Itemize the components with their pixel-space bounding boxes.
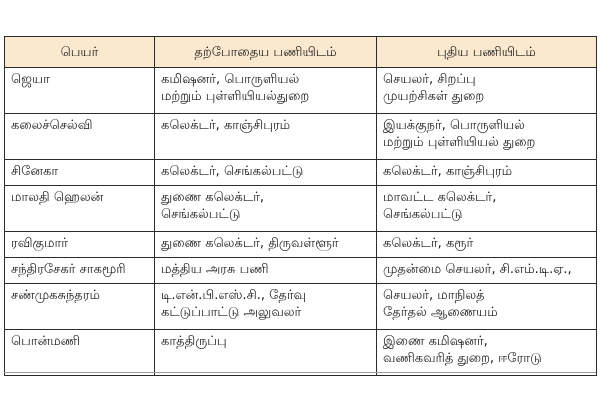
cell-line: முதன்மை செயலர், சி.எம்.டி.ஏ.,	[383, 262, 572, 277]
current-post-cell	[155, 232, 377, 258]
cell-line: செயலர், மாநிலத்	[383, 288, 485, 303]
table-row	[5, 232, 597, 258]
cell-line: வணிகவரித் துறை, ஈரோடு	[383, 351, 542, 366]
cell-line: மாலதி ஹெலன்	[11, 190, 104, 205]
cell-line: கலெக்டர், காஞ்சிபுரம்	[161, 118, 291, 133]
new-post-cell	[377, 330, 597, 376]
cell-line: இணை கமிஷனர்,	[383, 334, 488, 349]
name-cell	[5, 330, 155, 376]
name-cell	[5, 114, 155, 160]
name-cell	[5, 68, 155, 114]
cell-line: செயலர், சிறப்பு	[383, 72, 476, 87]
table-row	[5, 68, 597, 114]
cell-line: ஜெயா	[11, 72, 50, 87]
current-post-cell	[155, 114, 377, 160]
current-post-cell	[155, 186, 377, 232]
new-post-cell	[377, 114, 597, 160]
cell-line: செங்கல்பட்டு	[161, 207, 241, 222]
current-post-cell	[155, 330, 377, 376]
table-body	[5, 68, 597, 376]
cell-line: காத்திருப்பு	[161, 334, 227, 349]
cell-line: இயக்குநர், பொருளியல்	[383, 118, 525, 133]
cell-line: கமிஷனர், பொருளியல்	[161, 72, 300, 87]
cell-line: முயற்சிகள் துறை	[383, 89, 485, 104]
table-header	[5, 37, 597, 68]
header-new-post: புதிய பணியிடம்	[377, 37, 597, 68]
cell-line: தேர்தல் ஆணையம்	[383, 305, 498, 320]
cell-line: துணை கலெக்டர், திருவள்ளூர்	[161, 236, 339, 251]
header-name: பெயர்	[5, 37, 155, 68]
new-post-cell	[377, 68, 597, 114]
table-row	[5, 258, 597, 284]
cell-line: கலைச்செல்வி	[11, 118, 93, 133]
table-row	[5, 114, 597, 160]
cell-line: துணை கலெக்டர்,	[161, 190, 265, 205]
cell-line: மத்திய அரசு பணி	[161, 262, 269, 277]
new-post-cell	[377, 160, 597, 186]
cell-line: சந்திரசேகர் சாகமூரி	[11, 262, 126, 277]
name-cell	[5, 258, 155, 284]
cell-line: மாவட்ட கலெக்டர்,	[383, 190, 497, 205]
header-row	[5, 37, 597, 68]
cell-line: சினேகா	[11, 164, 59, 179]
name-cell	[5, 186, 155, 232]
table-row	[5, 330, 597, 376]
cell-line: மற்றும் புள்ளியியல்துறை	[161, 89, 310, 104]
cell-line: மற்றும் புள்ளியியல் துறை	[383, 135, 536, 150]
table-row	[5, 284, 597, 330]
postings-table	[4, 36, 597, 376]
bottom-divider	[4, 372, 596, 373]
cell-line: கலெக்டர், கரூர்	[383, 236, 474, 251]
cell-line: செங்கல்பட்டு	[383, 207, 463, 222]
cell-line: பொன்மணி	[11, 334, 80, 349]
cell-line: ரவிகுமார்	[11, 236, 69, 251]
new-post-cell	[377, 186, 597, 232]
current-post-cell	[155, 284, 377, 330]
cell-line: டி.என்.பி.எஸ்.சி., தேர்வு	[161, 288, 307, 303]
table-row	[5, 160, 597, 186]
new-post-cell	[377, 232, 597, 258]
new-post-cell	[377, 258, 597, 284]
name-cell	[5, 284, 155, 330]
new-post-cell	[377, 284, 597, 330]
current-post-cell	[155, 258, 377, 284]
current-post-cell	[155, 160, 377, 186]
current-post-cell	[155, 68, 377, 114]
cell-line: சண்முகசுந்தரம்	[11, 288, 100, 303]
name-cell	[5, 160, 155, 186]
cell-line: கலெக்டர், செங்கல்பட்டு	[161, 164, 304, 179]
cell-line: கட்டுப்பாட்டு அலுவலர்	[161, 305, 302, 320]
header-current-post: தற்போதைய பணியிடம்	[155, 37, 377, 68]
name-cell	[5, 232, 155, 258]
cell-line: கலெக்டர், காஞ்சிபுரம்	[383, 164, 513, 179]
table-row	[5, 186, 597, 232]
